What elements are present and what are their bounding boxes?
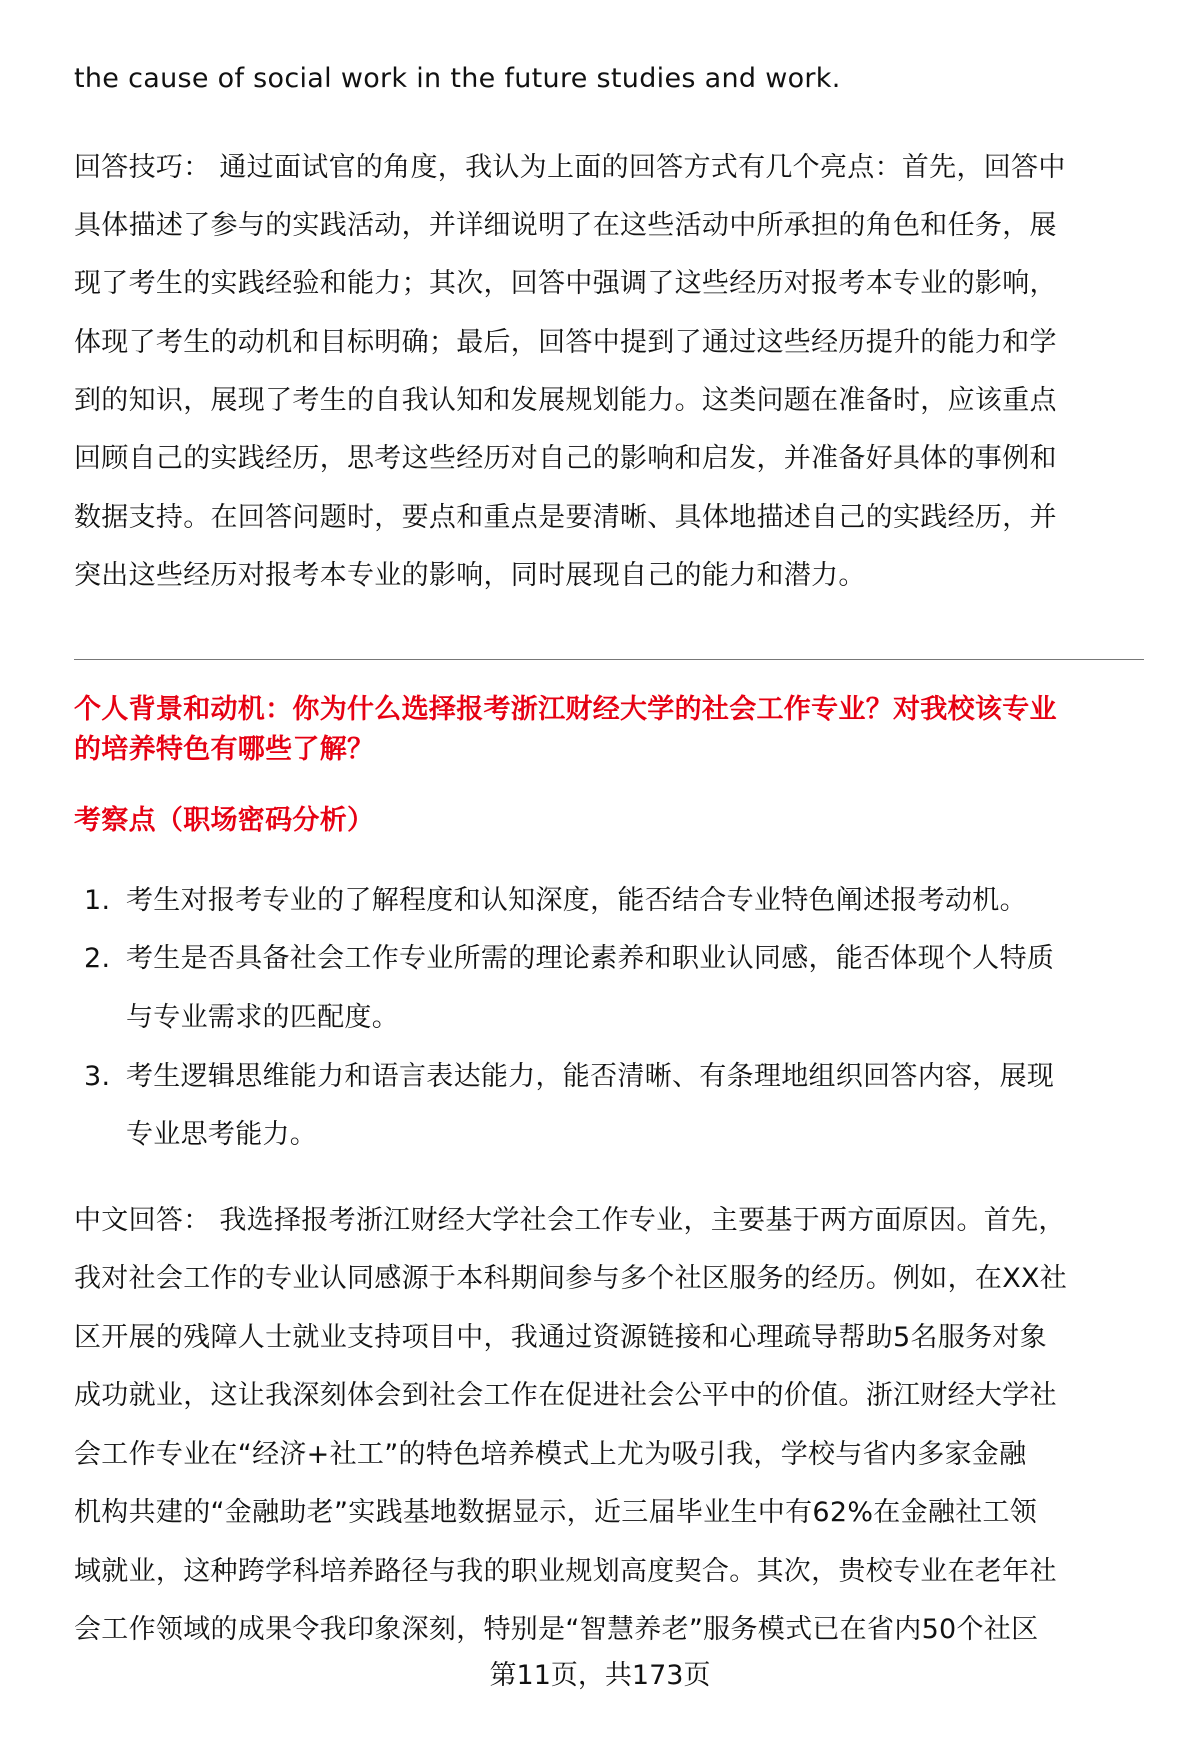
- question-heading-line: 个人背景和动机：你为什么选择报考浙江财经大学的社会工作专业？对我校该专业: [74, 694, 1057, 725]
- answer-line: 会工作领域的成果令我印象深刻，特别是“智慧养老”服务模式已在省内50个社区: [74, 1614, 1039, 1645]
- list-text-continued: 专业思考能力。: [126, 1119, 318, 1150]
- list-text: 考生对报考专业的了解程度和认知深度，能否结合专业特色阐述报考动机。: [126, 885, 1027, 916]
- question-heading-line: 的培养特色有哪些了解？: [74, 734, 375, 765]
- answer-line: 我对社会工作的专业认同感源于本科期间参与多个社区服务的经历。例如，在XX社: [74, 1263, 1068, 1294]
- exam-points-heading: 考察点（职场密码分析）: [74, 805, 375, 836]
- list-text: 考生逻辑思维能力和语言表达能力，能否清晰、有条理地组织回答内容，展现: [126, 1061, 1055, 1092]
- answer-line: 域就业，这种跨学科培养路径与我的职业规划高度契合。其次，贵校专业在老年社: [74, 1556, 1057, 1587]
- tips-line: 体现了考生的动机和目标明确；最后，回答中提到了通过这些经历提升的能力和学: [74, 327, 1057, 358]
- tips-line: 具体描述了参与的实践活动，并详细说明了在这些活动中所承担的角色和任务，展: [74, 210, 1057, 241]
- tips-line: 到的知识，展现了考生的自我认知和发展规划能力。这类问题在准备时，应该重点: [74, 385, 1057, 416]
- tips-line: 回顾自己的实践经历，思考这些经历对自己的影响和启发，并准备好具体的事例和: [74, 443, 1057, 474]
- answer-line: 成功就业，这让我深刻体会到社会工作在促进社会公平中的价值。浙江财经大学社: [74, 1380, 1057, 1411]
- list-text: 考生是否具备社会工作专业所需的理论素养和职业认同感，能否体现个人特质: [126, 943, 1055, 974]
- answer-line: 中文回答： 我选择报考浙江财经大学社会工作专业，主要基于两方面原因。首先，: [74, 1205, 1066, 1236]
- section-divider: [74, 659, 1144, 660]
- answer-line: 区开展的残障人士就业支持项目中，我通过资源链接和心理疏导帮助5名服务对象: [74, 1322, 1047, 1353]
- list-text-continued: 与专业需求的匹配度。: [126, 1002, 399, 1033]
- page-number-footer: 第11页，共173页: [489, 1660, 711, 1691]
- answer-line: 机构共建的“金融助老”实践基地数据显示，近三届毕业生中有62%在金融社工领: [74, 1497, 1038, 1528]
- answer-line: 会工作专业在“经济+社工”的特色培养模式上尤为吸引我，学校与省内多家金融: [74, 1439, 1027, 1470]
- list-number: 2.: [84, 943, 111, 974]
- tips-line: 现了考生的实践经验和能力；其次，回答中强调了这些经历对报考本专业的影响，: [74, 268, 1057, 299]
- intro-tail-text: the cause of social work in the future studies and work.: [74, 63, 841, 94]
- list-number: 3.: [84, 1061, 111, 1092]
- list-number: 1.: [84, 885, 111, 916]
- tips-line: 回答技巧： 通过面试官的角度，我认为上面的回答方式有几个亮点：首先，回答中: [74, 152, 1066, 183]
- tips-line: 数据支持。在回答问题时，要点和重点是要清晰、具体地描述自己的实践经历，并: [74, 502, 1057, 533]
- tips-line: 突出这些经历对报考本专业的影响，同时展现自己的能力和潜力。: [74, 560, 866, 591]
